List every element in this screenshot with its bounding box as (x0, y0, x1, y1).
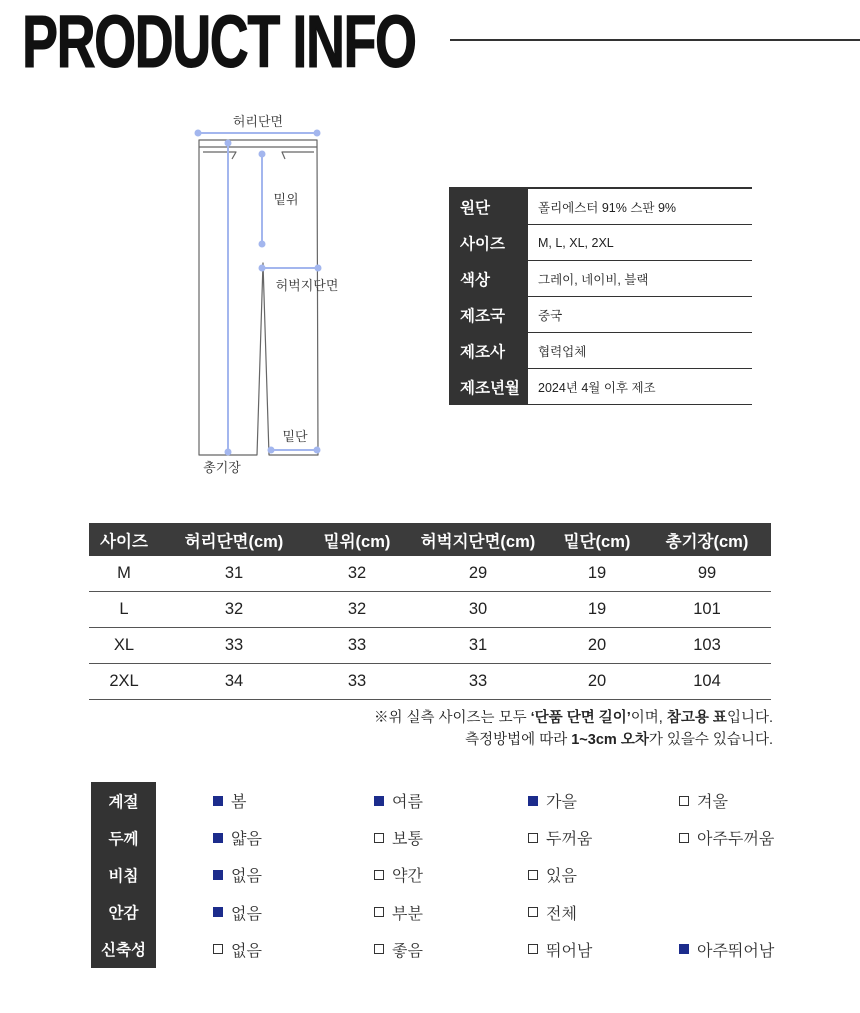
table-row (89, 592, 771, 628)
info-row-color (449, 261, 752, 297)
checkbox-icon (213, 870, 223, 880)
table-cell: 33 (347, 672, 367, 690)
attribute-option (374, 819, 423, 856)
note-emphasis: ‘단품 단면 길이’ (530, 710, 631, 726)
info-label: 사이즈 (449, 225, 528, 260)
checkbox-icon (679, 944, 689, 954)
option-label: 여름 (392, 794, 423, 812)
checkbox-icon (374, 870, 384, 880)
info-label: 제조년월 (449, 369, 528, 404)
table-cell: 104 (693, 672, 721, 690)
note-text: 가 있을수 있습니다. (648, 732, 773, 748)
hem-measure-dot (268, 447, 275, 454)
option-label: 있음 (546, 868, 577, 886)
checkbox-icon (528, 870, 538, 880)
column-header: 밑위(cm) (323, 532, 391, 551)
option-label: 약간 (392, 868, 423, 886)
thigh-measure-dot (259, 265, 266, 272)
table-cell: M (117, 564, 131, 582)
option-label: 가을 (546, 794, 577, 812)
table-cell: 33 (347, 636, 367, 654)
rise-measure-dot (259, 241, 266, 248)
checkbox-icon (213, 944, 223, 954)
attribute-option (528, 931, 592, 968)
attribute-label: 계절 (91, 782, 156, 819)
option-label: 없음 (231, 905, 262, 923)
attribute-row-lining (91, 894, 781, 931)
attribute-option (528, 782, 577, 819)
table-cell: 103 (693, 636, 721, 654)
option-label: 좋음 (392, 942, 423, 960)
product-info-table (449, 187, 752, 405)
attribute-row-thickness (91, 819, 781, 856)
attribute-option (374, 856, 423, 893)
table-row (89, 628, 771, 664)
attribute-row-season (91, 782, 781, 819)
hem-measure-dot (314, 447, 321, 454)
table-cell: 33 (468, 672, 488, 690)
option-label: 없음 (231, 868, 262, 886)
checkbox-icon (528, 796, 538, 806)
note-emphasis: 1~3cm 오차 (571, 732, 649, 748)
hem-label: 밑단 (282, 429, 308, 444)
attribute-option (679, 782, 728, 819)
info-label: 제조국 (449, 297, 528, 332)
table-cell: 34 (224, 672, 244, 690)
table-cell: 101 (693, 600, 721, 618)
attribute-label: 두께 (91, 819, 156, 856)
title-divider (450, 39, 860, 41)
table-cell: XL (113, 636, 135, 654)
attribute-option (374, 894, 423, 931)
thigh-label: 허벅지단면 (275, 278, 339, 293)
info-value: 협력업체 (538, 344, 587, 359)
rise-measure-dot (259, 151, 266, 158)
table-cell: 32 (347, 564, 367, 582)
column-header: 허리단면(cm) (184, 532, 284, 551)
info-value: 2024년 4월 이후 제조 (538, 380, 656, 395)
info-label: 제조사 (449, 333, 528, 368)
checkbox-icon (528, 833, 538, 843)
note-emphasis: 참고용 표 (666, 710, 727, 726)
info-label: 색상 (449, 261, 528, 296)
table-cell: 33 (224, 636, 244, 654)
table-cell: 32 (347, 600, 367, 618)
table-row (89, 556, 771, 592)
info-value: M, L, XL, 2XL (538, 235, 614, 250)
option-label: 얇음 (231, 831, 262, 849)
info-row-fabric (449, 189, 752, 225)
table-cell: 99 (697, 564, 717, 582)
info-value: 중국 (538, 308, 563, 323)
page-title: PRODUCT INFO (22, 0, 416, 83)
option-label: 아주두꺼움 (697, 831, 775, 849)
checkbox-icon (374, 833, 384, 843)
size-table (89, 523, 771, 700)
attribute-label: 비침 (91, 856, 156, 893)
attribute-option (528, 856, 577, 893)
info-label: 원단 (449, 189, 528, 224)
waist-measure-dot (195, 130, 202, 137)
attribute-label: 신축성 (91, 931, 156, 968)
table-cell: 20 (587, 672, 607, 690)
waist-measure-dot (314, 130, 321, 137)
option-label: 전체 (546, 905, 577, 923)
option-label: 봄 (231, 794, 247, 812)
column-header: 허벅지단면(cm) (420, 532, 536, 551)
length-measure-dot (225, 449, 232, 456)
table-cell: 19 (587, 564, 607, 582)
column-header: 사이즈 (100, 532, 148, 551)
column-header: 총기장(cm) (665, 532, 749, 551)
pants-silhouette (199, 140, 318, 455)
info-row-manufacturer (449, 333, 752, 369)
attribute-option (679, 819, 774, 856)
length-measure-dot (225, 140, 232, 147)
attribute-option (213, 931, 262, 968)
attribute-row-stretch (91, 931, 781, 968)
table-cell: 2XL (109, 672, 139, 690)
product-attributes (91, 782, 781, 968)
waist-label: 허리단면 (232, 114, 284, 129)
attribute-option (528, 894, 577, 931)
rise-label: 밑위 (273, 192, 299, 207)
note-text: 이며, (630, 710, 667, 726)
checkbox-icon (374, 907, 384, 917)
table-cell: 31 (224, 564, 244, 582)
option-label: 아주뛰어남 (697, 942, 775, 960)
info-row-size (449, 225, 752, 261)
attribute-option (213, 819, 262, 856)
table-cell: 30 (468, 600, 488, 618)
checkbox-icon (374, 944, 384, 954)
table-cell: L (119, 600, 129, 618)
note-text: ※위 실측 사이즈는 모두 (373, 710, 531, 726)
checkbox-icon (679, 796, 689, 806)
length-label: 총기장 (203, 460, 241, 475)
option-label: 뛰어남 (546, 942, 593, 960)
attribute-option (374, 931, 423, 968)
info-row-manufacture-date (449, 369, 752, 405)
size-notes (374, 707, 773, 751)
table-cell: 31 (468, 636, 488, 654)
option-label: 부분 (392, 905, 423, 923)
table-cell: 29 (468, 564, 488, 582)
checkbox-icon (213, 833, 223, 843)
checkbox-icon (213, 796, 223, 806)
note-line (374, 707, 773, 729)
table-cell: 19 (587, 600, 607, 618)
pants-measurement-diagram (180, 105, 360, 490)
checkbox-icon (528, 907, 538, 917)
checkbox-icon (528, 944, 538, 954)
note-text: 입니다. (726, 710, 773, 726)
attribute-option (213, 894, 262, 931)
info-value: 그레이, 네이비, 블랙 (538, 272, 649, 287)
attribute-option (213, 782, 246, 819)
option-label: 겨울 (697, 794, 728, 812)
table-cell: 32 (224, 600, 244, 618)
option-label: 없음 (231, 942, 262, 960)
option-label: 보통 (392, 831, 423, 849)
note-text: 측정방법에 따라 (465, 732, 572, 748)
attribute-option (679, 931, 774, 968)
attribute-option (374, 782, 423, 819)
column-header: 밑단(cm) (563, 532, 631, 551)
checkbox-icon (374, 796, 384, 806)
size-table-header (89, 523, 771, 556)
info-value: 폴리에스터 91% 스판 9% (538, 200, 677, 215)
table-cell: 20 (587, 636, 607, 654)
pants-outline (199, 140, 318, 455)
info-row-country (449, 297, 752, 333)
note-line (374, 729, 773, 751)
checkbox-icon (679, 833, 689, 843)
attribute-option (213, 856, 262, 893)
attribute-label: 안감 (91, 894, 156, 931)
option-label: 두꺼움 (546, 831, 593, 849)
right-pocket (282, 152, 314, 159)
thigh-measure-dot (315, 265, 322, 272)
attribute-row-sheerness (91, 856, 781, 893)
checkbox-icon (213, 907, 223, 917)
left-pocket (203, 152, 236, 159)
table-row (89, 664, 771, 700)
attribute-option (528, 819, 592, 856)
